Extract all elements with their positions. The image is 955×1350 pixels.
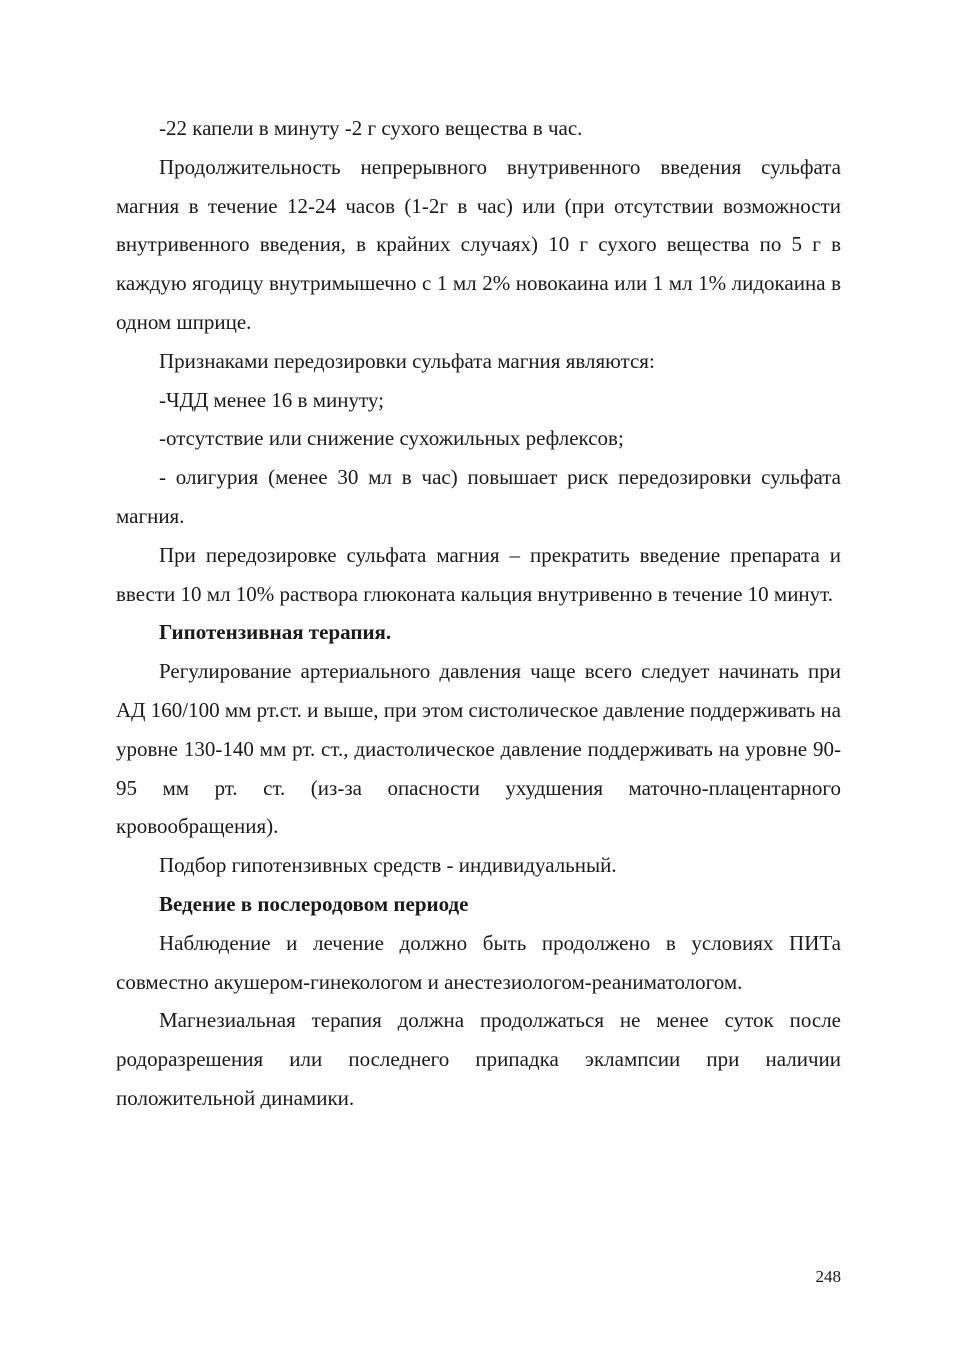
list-item-oliguria: - олигурия (менее 30 мл в час) повышает риск передозировки сульфата магния.	[116, 465, 841, 528]
paragraph-overdose-signs-intro: Признаками передозировки сульфата магния являются:	[159, 348, 655, 373]
paragraph-magnesium-continuation: Магнезиальная терапия должна продолжаться не менее суток после родоразрешения или последнего припадка эклампсии при наличии положительной динамики.	[116, 1008, 841, 1110]
paragraph-observation: Наблюдение и лечение должно быть продолжено в условиях ПИТа совместно акушером-гинекологом и анестезиологом-реаниматологом.	[116, 930, 841, 994]
list-item-reflexes: -отсутствие или снижение сухожильных рефлексов;	[159, 426, 624, 451]
paragraph-drip-rate: -22 капели в минуту -2 г сухого вещества в час.	[159, 116, 583, 140]
page-content	[116, 109, 841, 1118]
paragraph-blood-pressure: Регулирование артериального давления чаще всего следует начинать при АД 160/100 мм рт.ст. и выше, при этом систолическое давление поддерживать на уровне 130-140 мм рт. ст., диастолическое давление поддерживать на уровне 90-95 мм рт. ст. (из-за опасности ухудшения маточно-плацентарного кровообращения).	[116, 659, 841, 839]
list-item-respiratory-rate: -ЧДД менее 16 в минуту;	[159, 387, 384, 412]
paragraph-infusion-duration: Продолжительность непрерывного внутривенного введения сульфата магния в течение 12-24 часов (1-2г в час) или (при отсутствии возможности внутривенного введения, в крайних случаях) 10 г сухого вещества по 5 г в каждую ягодицу внутримышечно с 1 мл 2% новокаина или 1 мл 1% лидокаина в одном шприце.	[116, 154, 841, 334]
section-heading-hypotensive: Гипотензивная терапия.	[159, 620, 392, 645]
paragraph-overdose-treatment: При передозировке сульфата магния – прекратить введение препарата и ввести 10 мл 10% раствора глюконата кальция внутривенно в течение 10 минут.	[116, 542, 841, 606]
paragraph-drug-selection: Подбор гипотензивных средств - индивидуальный.	[159, 853, 617, 878]
section-heading-postpartum: Ведение в послеродовом периоде	[159, 891, 469, 916]
page-number: 248	[815, 1267, 841, 1286]
